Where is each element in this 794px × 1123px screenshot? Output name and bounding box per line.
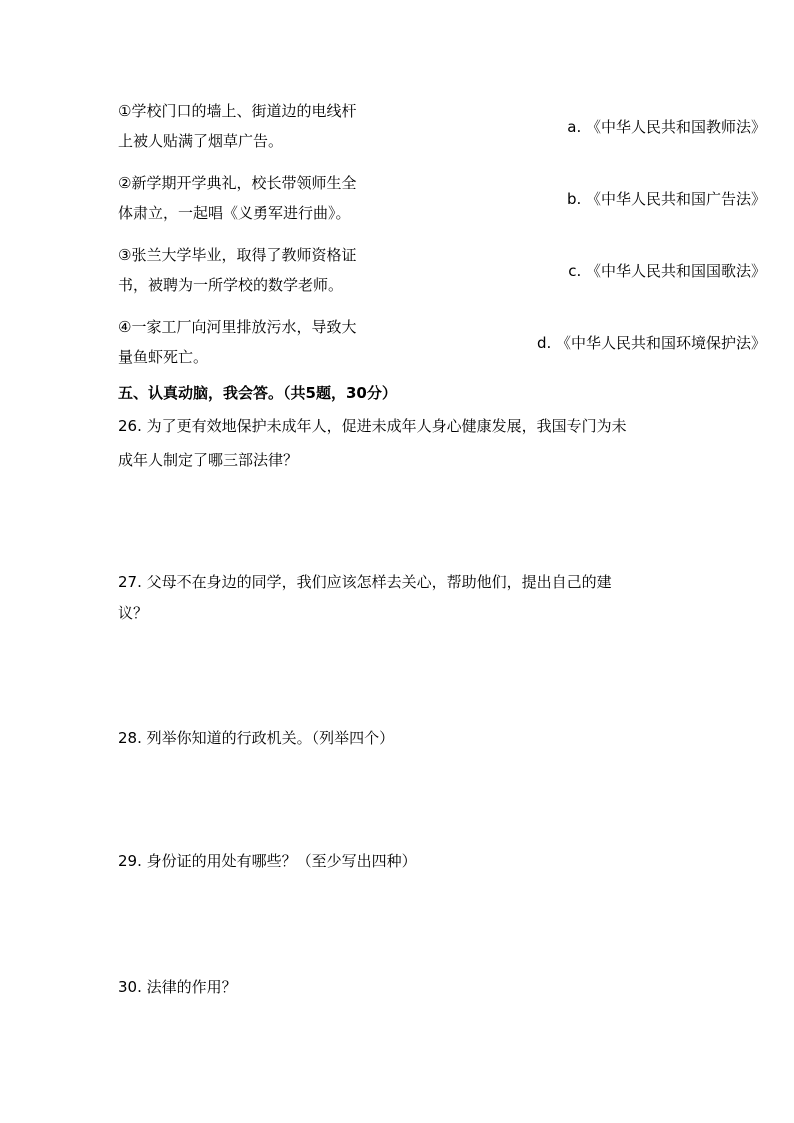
match-left-1-line1: ①学校门口的墙上、街道边的电线杆 — [118, 102, 357, 120]
question-29: 29. 身份证的用处有哪些？（至少写出四种） — [118, 852, 417, 870]
question-27-line1: 27. 父母不在身边的同学，我们应该怎样去关心，帮助他们，提出自己的建 — [118, 573, 612, 591]
question-30: 30. 法律的作用？ — [118, 978, 237, 996]
question-26-line2: 成年人制定了哪三部法律？ — [118, 451, 299, 469]
match-left-4-line1: ④一家工厂向河里排放污水，导致大 — [118, 318, 357, 336]
match-right-a: a. 《中华人民共和国教师法》 — [567, 118, 766, 136]
match-left-3-line2: 书，被聘为一所学校的数学老师。 — [118, 276, 344, 294]
match-right-d: d. 《中华人民共和国环境保护法》 — [536, 334, 766, 352]
match-left-2-line2: 体肃立，一起唱《义勇军进行曲》。 — [118, 204, 351, 222]
match-right-c: c. 《中华人民共和国国歌法》 — [568, 262, 766, 280]
match-left-2-line1: ②新学期开学典礼，校长带领师生全 — [118, 174, 357, 192]
match-left-3-line1: ③张兰大学毕业，取得了教师资格证 — [118, 246, 357, 264]
match-left-4-line2: 量鱼虾死亡。 — [118, 348, 209, 366]
question-28: 28. 列举你知道的行政机关。（列举四个） — [118, 729, 395, 747]
question-26-line1: 26. 为了更有效地保护未成年人，促进未成年人身心健康发展，我国专门为未 — [118, 417, 627, 435]
match-right-b: b. 《中华人民共和国广告法》 — [566, 190, 766, 208]
section-heading: 五、认真动脑，我会答。（共5题，30分） — [118, 384, 397, 402]
match-left-1-line2: 上被人贴满了烟草广告。 — [118, 132, 284, 150]
question-27-line2: 议？ — [118, 604, 149, 622]
